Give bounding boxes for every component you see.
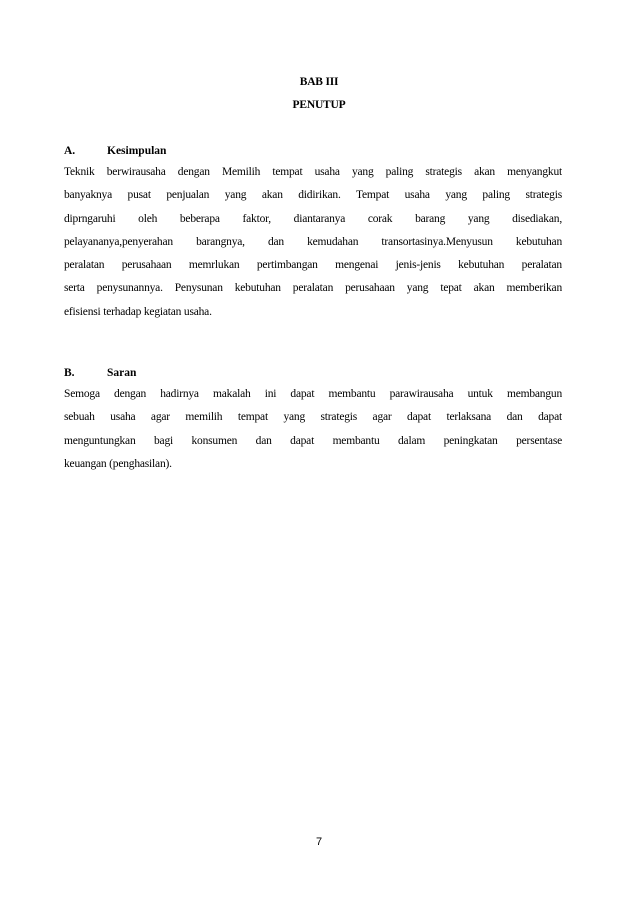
paragraph-line: keuangan (penghasilan).: [64, 457, 172, 470]
paragraph-line: peralatan perusahaan memrlukan pertimbangan mengenai jenis-jenis kebutuhan peralatan: [64, 259, 562, 272]
paragraph-line: diprngaruhi oleh beberapa faktor, diantaranya corak barang yang disediakan,: [64, 212, 562, 225]
paragraph-line: Semoga dengan hadirnya makalah ini dapat membantu parawirausaha untuk membangun: [64, 388, 562, 400]
paragraph-kesimpulan: [64, 162, 562, 325]
chapter-label: BAB III: [299, 76, 339, 88]
chapter-title: PENUTUP: [292, 99, 346, 111]
section-heading-saran: [64, 367, 136, 379]
paragraph-line: banyaknya pusat penjualan yang akan didirikan. Tempat usaha yang paling strategis: [64, 189, 562, 202]
section-number: B.: [64, 367, 75, 379]
paragraph-line: pelayananya,penyerahan barangnya, dan kemudahan transortasinya.Menyusun kebutuhan: [64, 235, 562, 248]
paragraph-line: efisiensi terhadap kegiatan usaha.: [64, 305, 212, 318]
paragraph-line: serta penysunannya. Penysunan kebutuhan peralatan perusahaan yang tepat akan memberikan: [64, 282, 562, 295]
paragraph-line: sebuah usaha agar memilih tempat yang strategis agar dapat terlaksana dan dapat: [64, 411, 562, 424]
section-title: Saran: [107, 367, 137, 379]
paragraph-line: menguntungkan bagi konsumen dan dapat membantu dalam peningkatan persentase: [64, 434, 562, 447]
paragraph-line: Teknik berwirausaha dengan Memilih tempat usaha yang paling strategis akan menyangkut: [64, 166, 562, 178]
section-number: A.: [64, 145, 76, 157]
section-title: Kesimpulan: [107, 145, 167, 157]
paragraph-saran: [64, 384, 562, 477]
section-heading-kesimpulan: [64, 145, 166, 157]
page-number: 7: [315, 836, 323, 848]
